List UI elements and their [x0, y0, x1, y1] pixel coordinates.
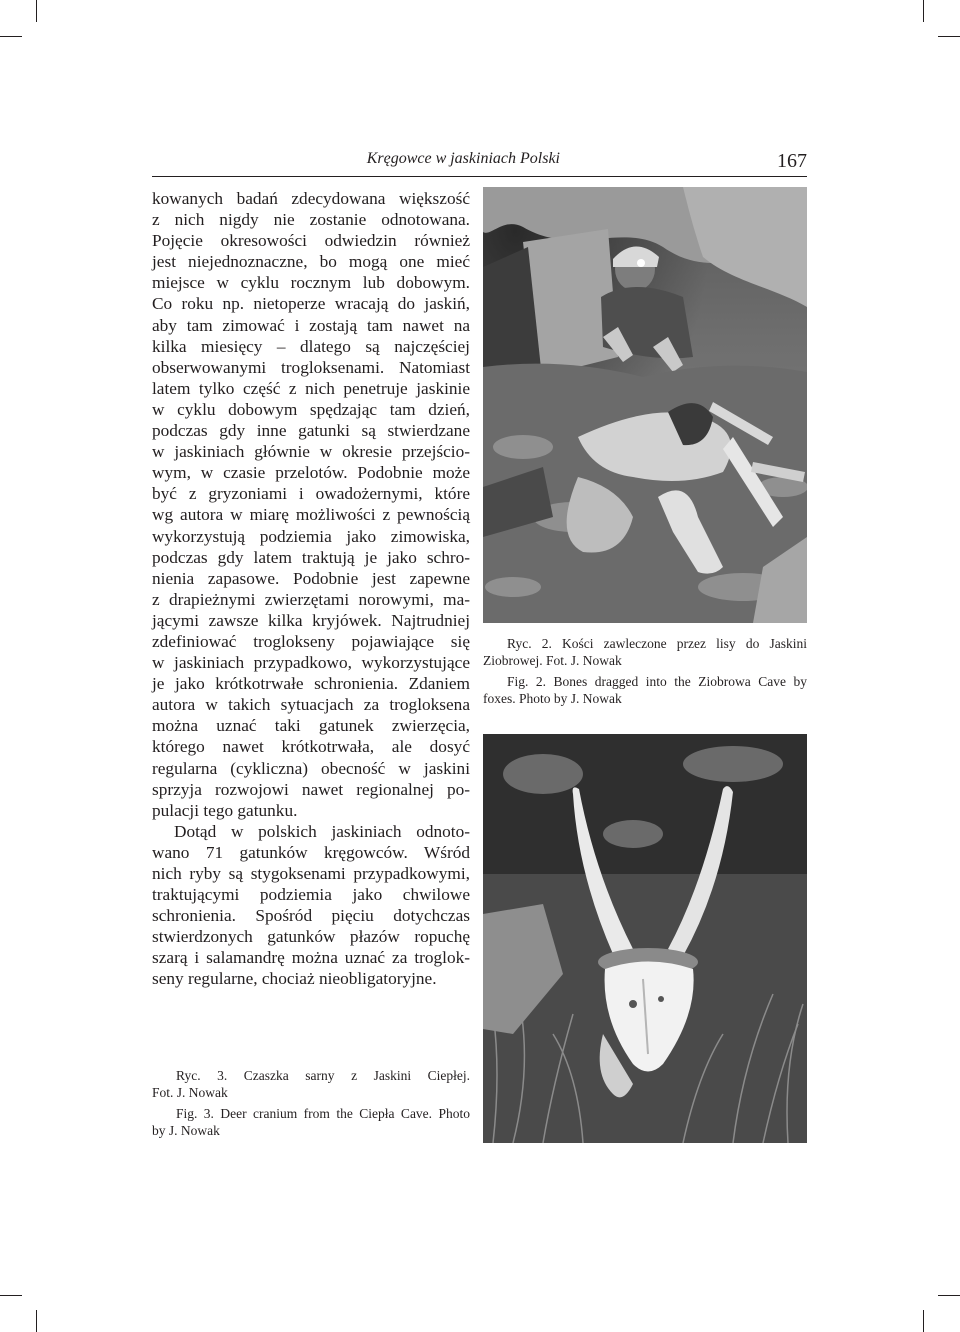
fig3-caption-pl-line: Fot. J. Nowak [152, 1084, 228, 1100]
text-line: w cyklu dobowym spędzając tam dzień, [152, 399, 470, 419]
text-line: autora w takich sytuacjach za trogloksena [152, 695, 470, 715]
text-line: w jaskiniach głównie w okresie przejścio- [152, 442, 470, 462]
text-line: Dotąd w polskich jaskiniach odnoto- [174, 821, 470, 841]
crop-mark [0, 36, 22, 37]
text-line: stwierdzonych gatunków płazów ropuchę [152, 927, 470, 947]
text-line: podczas gdy latem traktują je jako schro- [152, 547, 470, 567]
crop-mark [0, 1295, 22, 1296]
text-line: kowanych badań zdecydowana większość [152, 189, 470, 208]
text-line: traktującymi podziemia jako chwilowe [152, 885, 470, 905]
crop-mark [36, 0, 37, 22]
text-line: seny regularne, chociaż nieobligatoryjne. [152, 969, 437, 989]
text-line: którego nawet krótkotrwała, ale dosyć [152, 737, 470, 757]
text-line: wg autora w miarę możliwości z pewnością [152, 505, 470, 525]
text-line: być z gryzoniami i owadożernymi, które [152, 484, 470, 504]
fig3-caption [152, 1068, 470, 1139]
fig3-caption-pl-line: Ryc. 3. Czaszka sarny z Jaskini Ciepłej. [176, 1068, 470, 1083]
text-line: pulacji tego gatunku. [152, 800, 298, 820]
text-line: wano 71 gatunków kręgowców. Wśród [152, 842, 470, 862]
crop-mark [923, 1310, 924, 1332]
fig2-photo [483, 187, 807, 623]
text-line: schronienia. Spośród pięciu dotychczas [152, 906, 470, 926]
fig2-caption [483, 636, 807, 707]
text-line: regularna (cykliczna) obecność w jaskini [152, 758, 470, 778]
text-line: w jaskiniach przypadkowo, wykorzystujące [152, 653, 470, 673]
text-line: można uznać taki gatunek zwierzęcia, [152, 716, 470, 736]
text-line: miejsce w cyklu rocznym lub dobowym. [152, 273, 470, 293]
page-number: 167 [777, 150, 807, 172]
fig2-caption-en-line: foxes. Photo by J. Nowak [483, 690, 622, 706]
text-line: aby tam zimować i zostają tam nawet na [152, 315, 470, 335]
text-line: z drapieżnymi zwierzętami norowymi, ma- [152, 589, 470, 609]
text-line: obserwowanymi trogloksenami. Natomiast [152, 357, 470, 377]
text-line: wym, w czasie przelotów. Podobnie może [152, 463, 470, 483]
fig2-caption-pl-line: Ryc. 2. Kości zawleczone przez lisy do Jaskini [507, 636, 807, 651]
text-line: latem tylko część z nich penetruje jaskinie [152, 378, 470, 398]
text-line: jest niejednoznaczne, bo mogą one mieć [152, 252, 470, 272]
fig2-caption-pl-line: Ziobrowej. Fot. J. Nowak [483, 652, 622, 668]
text-line: szarą i salamandrę można uznać za troglok- [152, 948, 470, 968]
crop-mark [923, 0, 924, 22]
crop-mark [36, 1310, 37, 1332]
fig2-caption-en-line: Fig. 2. Bones dragged into the Ziobrowa Cave by [507, 674, 807, 689]
text-line: je jako krótkotrwałe schronienia. Zdaniem [152, 674, 470, 694]
text-line: sprzyja rozwojowi nawet regionalnej po- [152, 779, 470, 799]
crop-mark [938, 1295, 960, 1296]
body-text [152, 188, 470, 990]
header-rule [152, 176, 807, 177]
text-line: wykorzystują podziemia jako zimowiska, [152, 526, 470, 546]
text-line: Pojęcie okresowości odwiedzin również [152, 231, 470, 251]
running-title: Kręgowce w jaskiniach Polski [366, 150, 560, 167]
fig3-photo [483, 734, 807, 1143]
text-line: nich ryby są stygoksenami przypadkowymi, [152, 864, 470, 883]
text-line: Co roku np. nietoperze wracają do jaskiń, [152, 294, 470, 314]
text-line: jącymi zawsze kilka kryjówek. Najtrudniej [152, 610, 470, 630]
fig3-caption-en-line: by J. Nowak [152, 1122, 220, 1138]
crop-mark [938, 36, 960, 37]
text-line: nienia zapasowe. Podobnie jest zapewne [152, 568, 470, 588]
text-line: z nich nigdy nie zostanie odnotowana. [152, 210, 470, 230]
text-line: podczas gdy inne gatunki są stwierdzane [152, 421, 470, 441]
text-line: kilka miesięcy – dlatego są najczęściej [152, 336, 470, 356]
fig3-caption-en-line: Fig. 3. Deer cranium from the Ciepła Cave. Photo [176, 1106, 470, 1121]
text-line: zdefiniować troglokseny pojawiające się [152, 631, 470, 651]
